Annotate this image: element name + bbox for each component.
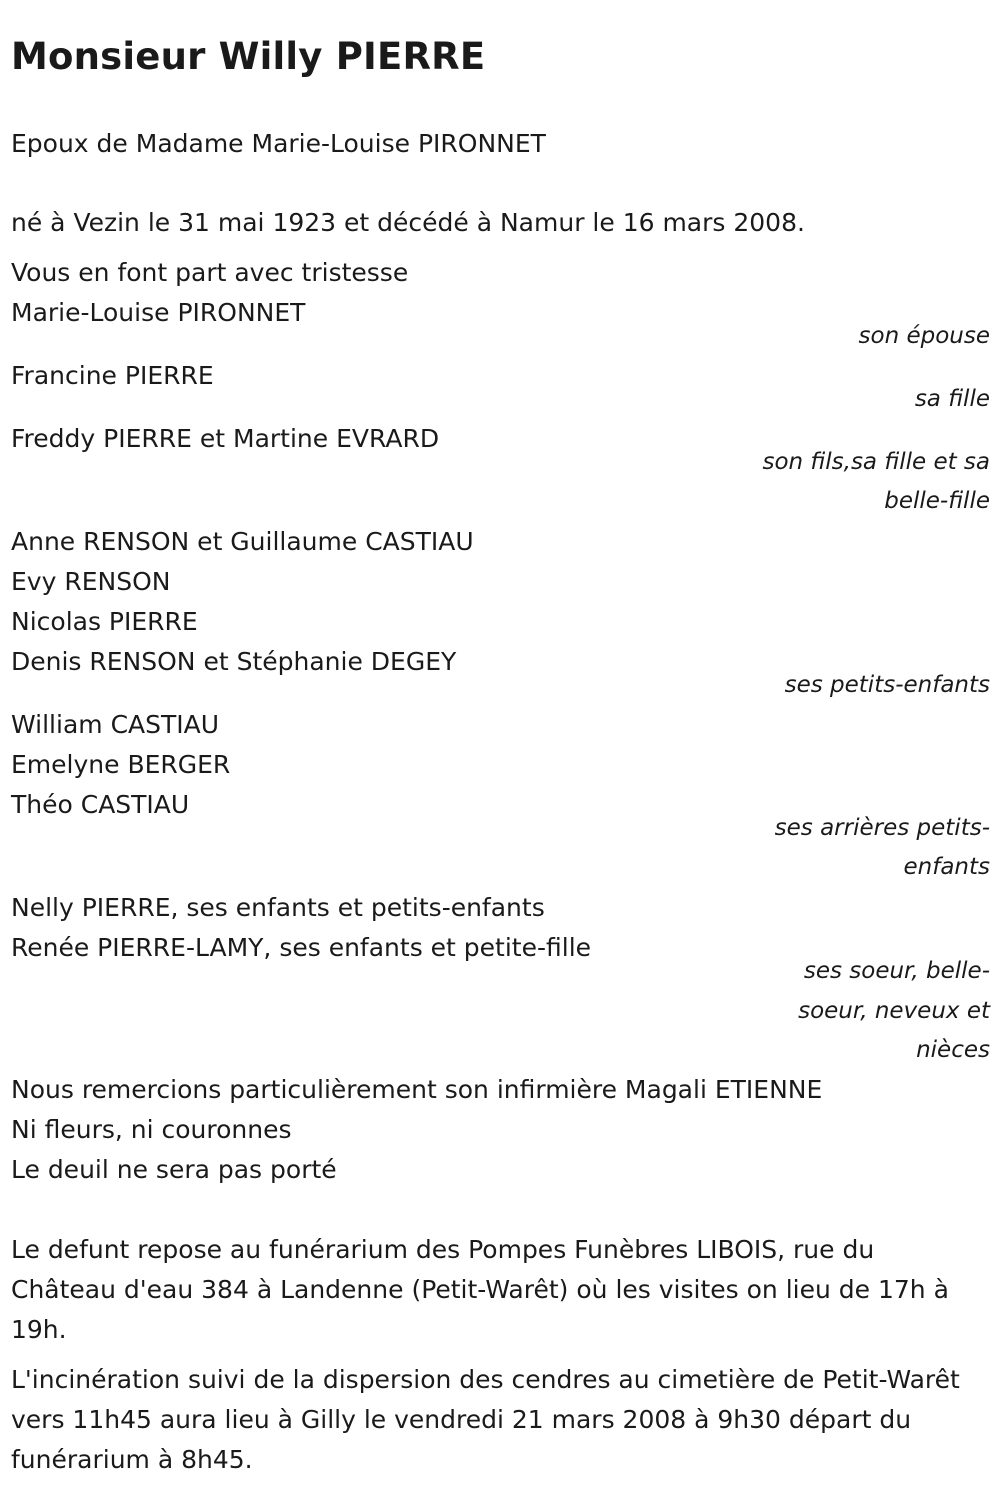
family-role: ses petits-enfants xyxy=(784,672,990,698)
family-name: Anne RENSON et Guillaume CASTIAU xyxy=(11,527,474,556)
family-name: Marie-Louise PIRONNET xyxy=(11,298,306,327)
family-role: belle-fille xyxy=(884,488,990,514)
family-name: William CASTIAU xyxy=(11,710,220,739)
family-name: Théo CASTIAU xyxy=(11,790,190,819)
family-name: Renée PIERRE-LAMY, ses enfants et petite-fille xyxy=(11,933,592,962)
family-role: son épouse xyxy=(858,323,990,349)
family-name: Evy RENSON xyxy=(11,567,171,596)
mourning-line: Le deuil ne sera pas porté xyxy=(11,1155,337,1184)
family-name: Freddy PIERRE et Martine EVRARD xyxy=(11,424,440,453)
family-name: Francine PIERRE xyxy=(11,361,214,390)
cremation-paragraph: L'incinération suivi de la dispersion des cendres au cimetière de Petit-Warêt vers 11h45 aura lieu à Gilly le vendredi 21 mars 2008 à 9h30 départ du funérarium à 8h45. xyxy=(11,1365,960,1474)
family-name: Nicolas PIERRE xyxy=(11,607,198,636)
page-title: Monsieur Willy PIERRE xyxy=(11,35,486,78)
family-role: enfants xyxy=(903,854,990,880)
family-name: Denis RENSON et Stéphanie DEGEY xyxy=(11,647,457,676)
family-role: sa fille xyxy=(914,386,990,412)
family-role: ses soeur, belle- xyxy=(803,958,990,984)
birth-death-line: né à Vezin le 31 mai 1923 et décédé à Namur le 16 mars 2008. xyxy=(11,208,805,237)
family-name: Nelly PIERRE, ses enfants et petits-enfants xyxy=(11,893,545,922)
thanks-line: Nous remercions particulièrement son infirmière Magali ETIENNE xyxy=(11,1075,823,1104)
family-role: ses arrières petits- xyxy=(774,815,990,841)
family-name: Emelyne BERGER xyxy=(11,750,231,779)
family-role: son fils,sa fille et sa xyxy=(762,449,990,475)
repose-paragraph: Le defunt repose au funérarium des Pompes Funèbres LIBOIS, rue du Château d'eau 384 à Landenne (Petit-Warêt) où les visites on lieu de 17h à 19h. xyxy=(11,1235,949,1344)
family-role: soeur, neveux et xyxy=(798,998,990,1024)
family-role: nièces xyxy=(916,1037,990,1063)
spouse-line: Epoux de Madame Marie-Louise PIRONNET xyxy=(11,129,546,158)
intro-line: Vous en font part avec tristesse xyxy=(11,258,409,287)
no-flowers-line: Ni fleurs, ni couronnes xyxy=(11,1115,292,1144)
